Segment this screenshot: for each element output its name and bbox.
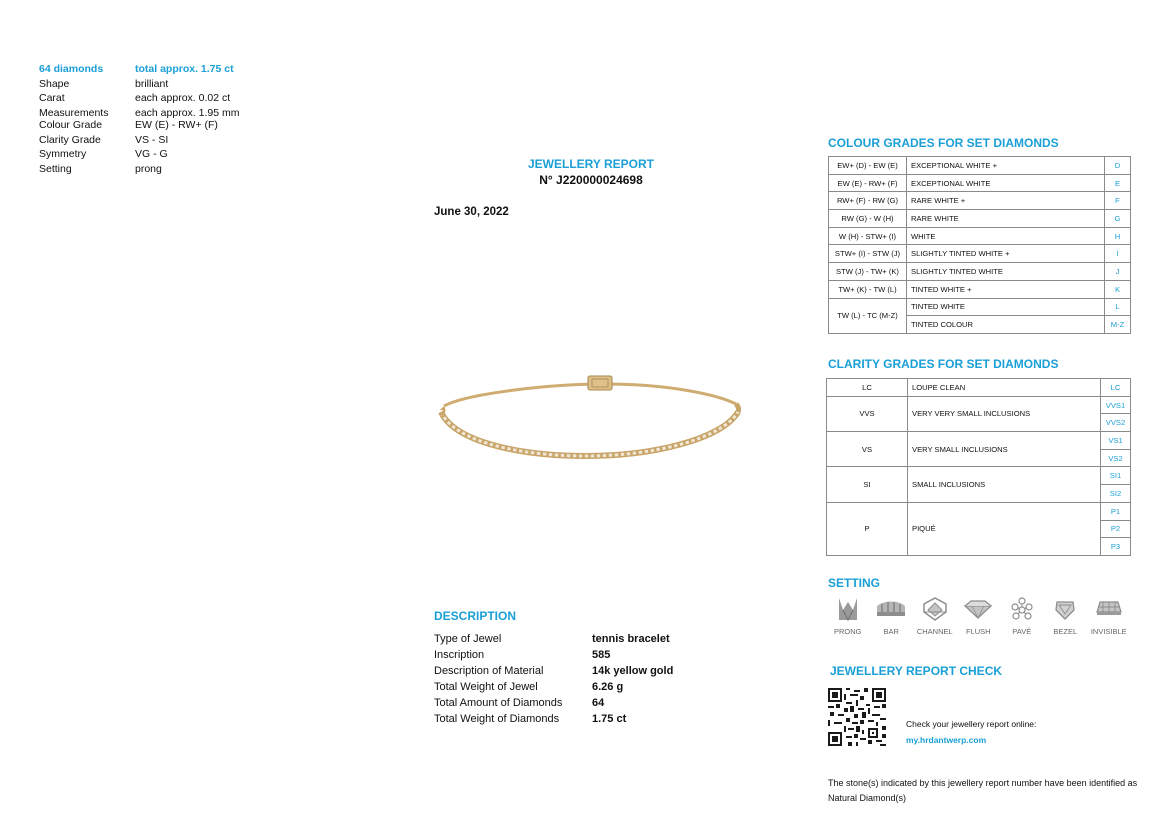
colour-grade-name: RARE WHITE: [907, 210, 1105, 228]
colour-grade-name: TINTED WHITE +: [907, 280, 1105, 298]
setting-label: PAVÉ: [1012, 627, 1032, 636]
prong-setting-icon: [833, 596, 863, 622]
colour-grade-code: J: [1105, 263, 1131, 281]
clarity-row: [827, 432, 1131, 450]
setting-invisible: [1087, 596, 1131, 636]
spec-key: Setting: [39, 162, 72, 175]
diamond-specs: [39, 62, 239, 177]
clarity-code: LC: [1101, 379, 1131, 397]
bar-setting-icon: [876, 596, 906, 622]
colour-grade-code: I: [1105, 245, 1131, 263]
report-title: JEWELLERY REPORT: [527, 157, 655, 171]
setting-icons: [826, 596, 1131, 636]
colour-grade-code: E: [1105, 174, 1131, 192]
setting-flush: [957, 596, 1001, 636]
spec-key: Measurements: [39, 107, 109, 120]
report-check-link[interactable]: my.hrdantwerp.com: [906, 735, 987, 745]
colour-row: [829, 298, 1131, 316]
colour-row: [829, 210, 1131, 228]
colour-grade-code: F: [1105, 192, 1131, 210]
colour-range: TW (L) - TC (M-Z): [829, 298, 907, 333]
clarity-row: [827, 396, 1131, 414]
colour-grades-title: COLOUR GRADES FOR SET DIAMONDS: [828, 136, 1059, 150]
setting-title: SETTING: [828, 576, 881, 590]
setting-pave: [1000, 596, 1044, 636]
description-key: Total Amount of Diamonds: [434, 697, 563, 709]
setting-prong: [826, 596, 870, 636]
specs-header-key: 64 diamonds: [39, 63, 104, 75]
flush-setting-icon: [963, 596, 993, 622]
description-value: 14k yellow gold: [592, 665, 674, 677]
spec-value: VG - G: [135, 148, 168, 161]
colour-grade-code: G: [1105, 210, 1131, 228]
clarity-abbr: VS: [827, 432, 908, 467]
colour-grade-code: L: [1105, 298, 1131, 316]
description-list: [434, 631, 673, 727]
clarity-code: SI2: [1101, 485, 1131, 503]
report-number: N° J220000024698: [539, 173, 643, 187]
colour-row: [829, 263, 1131, 281]
colour-range: TW+ (K) - TW (L): [829, 280, 907, 298]
spec-value: EW (E) - RW+ (F): [135, 118, 218, 131]
description-key: Description of Material: [434, 665, 544, 677]
clarity-code: VS2: [1101, 449, 1131, 467]
spec-value: prong: [135, 162, 162, 175]
natural-diamond-statement: The stone(s) indicated by this jewellery report number have been identified as Natural Diamond(s): [828, 778, 1138, 803]
colour-grade-name: EXCEPTIONAL WHITE +: [907, 157, 1105, 175]
specs-header: [39, 62, 239, 77]
colour-grade-name: EXCEPTIONAL WHITE: [907, 174, 1105, 192]
clarity-row: [827, 467, 1131, 485]
report-check-text: Check your jewellery report online:: [906, 719, 1037, 729]
description-row: [434, 679, 673, 695]
spec-row: [39, 162, 239, 177]
clarity-abbr: P: [827, 502, 908, 555]
spec-key: Colour Grade: [39, 118, 103, 131]
clarity-name: PIQUÉ: [908, 502, 1101, 555]
spec-key: Shape: [39, 77, 70, 90]
clarity-grades-table: [826, 378, 1131, 556]
clarity-code: SI1: [1101, 467, 1131, 485]
colour-grade-name: WHITE: [907, 227, 1105, 245]
colour-range: EW+ (D) - EW (E): [829, 157, 907, 175]
setting-label: FLUSH: [965, 627, 991, 636]
setting-channel: [913, 596, 957, 636]
colour-row: [829, 280, 1131, 298]
spec-value: each approx. 0.02 ct: [135, 92, 231, 105]
colour-grade-code: M-Z: [1105, 316, 1131, 334]
clarity-abbr: SI: [827, 467, 908, 502]
description-row: [434, 695, 673, 711]
spec-row: [39, 133, 239, 148]
description-row: [434, 647, 673, 663]
clarity-code: P3: [1101, 538, 1131, 556]
clarity-name: VERY VERY SMALL INCLUSIONS: [908, 396, 1101, 431]
setting-bezel: [1044, 596, 1088, 636]
colour-row: [829, 192, 1131, 210]
description-value: 585: [592, 649, 611, 661]
bezel-setting-icon: [1050, 596, 1080, 622]
specs-header-value: total approx. 1.75 ct: [135, 63, 234, 75]
clarity-code: VVS2: [1101, 414, 1131, 432]
clarity-row: [827, 502, 1131, 520]
description-key: Inscription: [434, 649, 485, 661]
clarity-name: SMALL INCLUSIONS: [908, 467, 1101, 502]
description-title: DESCRIPTION: [434, 609, 517, 623]
colour-range: RW+ (F) - RW (G): [829, 192, 907, 210]
clarity-name: LOUPE CLEAN: [908, 379, 1101, 397]
invisible-setting-icon: [1094, 596, 1124, 622]
description-value: 1.75 ct: [592, 713, 627, 725]
spec-row: [39, 118, 239, 133]
spec-key: Symmetry: [39, 148, 87, 161]
colour-grade-name: SLIGHTLY TINTED WHITE +: [907, 245, 1105, 263]
clarity-code: VS1: [1101, 432, 1131, 450]
clarity-grades-title: CLARITY GRADES FOR SET DIAMONDS: [828, 357, 1059, 371]
setting-label: INVISIBLE: [1090, 627, 1127, 636]
colour-grade-code: D: [1105, 157, 1131, 175]
colour-row: [829, 227, 1131, 245]
spec-value: VS - SI: [135, 133, 169, 146]
colour-grade-name: SLIGHTLY TINTED WHITE: [907, 263, 1105, 281]
description-value: 64: [592, 697, 605, 709]
colour-range: STW+ (I) - STW (J): [829, 245, 907, 263]
spec-value: brilliant: [135, 77, 169, 90]
colour-row: [829, 157, 1131, 175]
spec-value: each approx. 1.95 mm: [135, 107, 240, 120]
spec-key: Clarity Grade: [39, 133, 101, 146]
colour-range: EW (E) - RW+ (F): [829, 174, 907, 192]
qr-code[interactable]: [828, 688, 886, 746]
description-row: [434, 631, 673, 647]
colour-grade-name: TINTED COLOUR: [907, 316, 1105, 334]
colour-grade-name: TINTED WHITE: [907, 298, 1105, 316]
colour-row: [829, 174, 1131, 192]
colour-grade-name: RARE WHITE +: [907, 192, 1105, 210]
pave-setting-icon: [1007, 596, 1037, 622]
clarity-name: VERY SMALL INCLUSIONS: [908, 432, 1101, 467]
description-key: Type of Jewel: [434, 633, 502, 645]
clarity-code: P2: [1101, 520, 1131, 538]
spec-row: [39, 77, 239, 92]
description-value: tennis bracelet: [592, 633, 670, 645]
spec-key: Carat: [39, 92, 65, 105]
colour-range: STW (J) - TW+ (K): [829, 263, 907, 281]
colour-range: W (H) - STW+ (I): [829, 227, 907, 245]
channel-setting-icon: [920, 596, 950, 622]
colour-grades-table: [828, 156, 1131, 334]
description-value: 6.26 g: [592, 681, 624, 693]
colour-range: RW (G) - W (H): [829, 210, 907, 228]
report-check-title: JEWELLERY REPORT CHECK: [830, 664, 1003, 678]
setting-label: CHANNEL: [916, 627, 953, 636]
clarity-code: P1: [1101, 502, 1131, 520]
clarity-abbr: VVS: [827, 396, 908, 431]
clarity-row: [827, 379, 1131, 397]
colour-row: [829, 245, 1131, 263]
spec-row: [39, 91, 239, 106]
setting-label: BAR: [883, 627, 899, 636]
description-row: [434, 711, 673, 727]
description-key: Total Weight of Jewel: [434, 681, 538, 693]
colour-grade-code: K: [1105, 280, 1131, 298]
setting-bar: [870, 596, 914, 636]
report-date: June 30, 2022: [434, 206, 509, 218]
description-row: [434, 663, 673, 679]
description-key: Total Weight of Diamonds: [434, 713, 560, 725]
clarity-code: VVS1: [1101, 396, 1131, 414]
bracelet-image: [436, 372, 742, 462]
clarity-abbr: LC: [827, 379, 908, 397]
spec-row: [39, 147, 239, 162]
colour-grade-code: H: [1105, 227, 1131, 245]
setting-label: PRONG: [833, 627, 862, 636]
setting-label: BEZEL: [1053, 627, 1078, 636]
